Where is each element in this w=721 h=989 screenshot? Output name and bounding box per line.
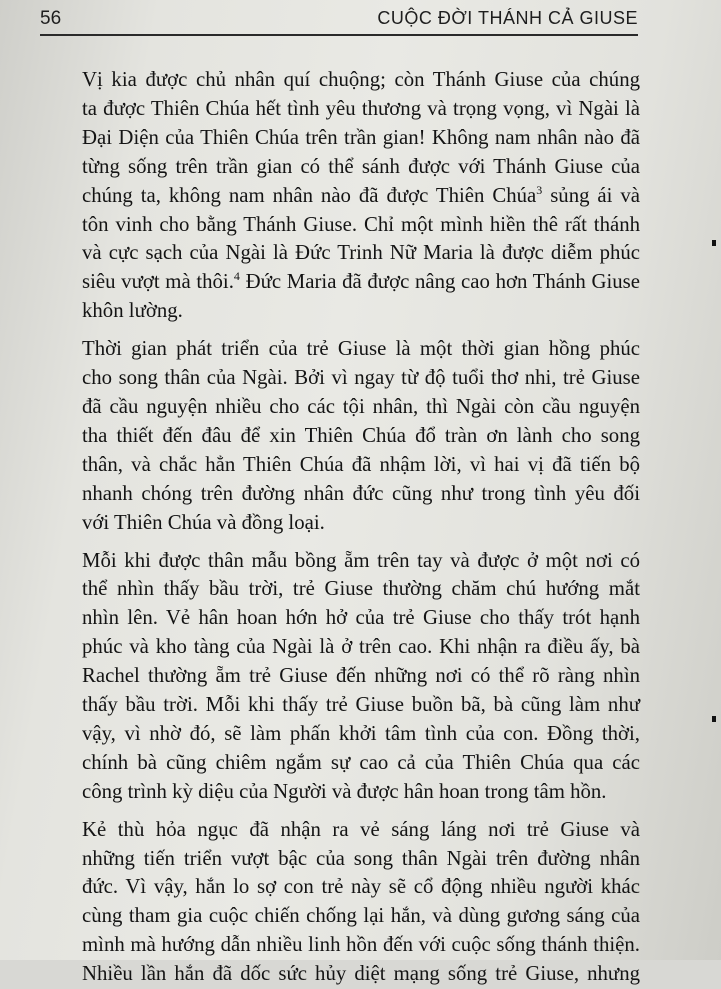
text-segment: Đức Maria đã được nâng cao hơn Thánh Giuse	[239, 270, 640, 294]
footnote-ref-3: 3	[536, 182, 543, 197]
text-line: phúc và kho tàng của Ngài là ở trên cao. Khi nhận ra điều ấy, bà	[82, 635, 640, 659]
text-segment: chúng ta, không nam nhân nào đã được Thiên Chúa	[82, 183, 537, 207]
text-line: từng sống trên trần gian có thể sánh được với Thánh Giuse của	[82, 154, 640, 178]
text-line: ta được Thiên Chúa hết tình yêu thương và trọng vọng, vì Ngài là	[82, 96, 640, 120]
text-line: cho song thân của Ngài. Bởi vì ngay từ độ tuổi thơ nhi, trẻ Giuse	[82, 366, 640, 390]
margin-mark	[712, 240, 716, 246]
text-line: khôn lường.	[82, 299, 183, 323]
text-line: Vị kia được chủ nhân quí chuộng; còn Thánh Giuse của chúng	[82, 68, 640, 91]
text-line: Thời gian phát triển của trẻ Giuse là một thời gian hồng phúc	[82, 337, 640, 361]
paragraph-4	[62, 816, 640, 989]
text-segment: sủng ái và	[542, 183, 640, 207]
text-line: với Thiên Chúa và đồng loại.	[82, 510, 325, 534]
text-line: cùng tham gia cuộc chiến chống lại hắn, và dùng gương sáng của	[82, 904, 640, 928]
text-line: và cực sạch của Ngài là Đức Trinh Nữ Maria là được diễm phúc	[82, 241, 640, 265]
text-line: chính bà cũng chiêm ngắm sự cao cả của Thiên Chúa qua các	[82, 750, 640, 774]
text-line: vậy, vì nhờ đó, sẽ làm phấn khởi tâm tình của con. Đồng thời,	[82, 721, 640, 745]
paragraph-1	[62, 66, 640, 326]
footnote-ref-4: 4	[233, 269, 240, 284]
running-title: CUỘC ĐỜI THÁNH CẢ GIUSE	[377, 8, 638, 28]
text-line: Rachel thường ẵm trẻ Giuse đến những nơi có thể rõ ràng nhìn	[82, 664, 640, 688]
text-line: thấy bầu trời. Mỗi khi thấy trẻ Giuse buồn bã, bà cũng làm như	[82, 693, 640, 717]
text-line: thân, và chắc hẳn Thiên Chúa đã nhậm lời, vì hai vị đã tiến bộ	[82, 452, 640, 476]
body-text	[62, 66, 640, 989]
text-line: Mỗi khi được thân mẫu bồng ẵm trên tay và được ở một nơi có	[82, 548, 640, 572]
text-line: thể nhìn thấy bầu trời, trẻ Giuse thường chăm chú hướng mắt	[82, 577, 640, 601]
text-line: Kẻ thù hỏa ngục đã nhận ra vẻ sáng láng nơi trẻ Giuse và	[82, 817, 640, 841]
text-line	[62, 182, 640, 211]
text-line: đức. Vì vậy, hắn lo sợ con trẻ này sẽ cổ động nhiều người khác	[82, 875, 640, 899]
text-line: công trình kỳ diệu của Người và được hân hoan trong tâm hồn.	[82, 779, 607, 803]
text-line: mình mà hướng dẫn nhiều linh hồn đến với cuộc sống thánh thiện.	[82, 933, 640, 957]
paragraph-3	[62, 547, 640, 807]
text-line: nhìn lên. Vẻ hân hoan hớn hở của trẻ Giuse cho thấy trót hạnh	[82, 606, 640, 630]
text-line: đã cầu nguyện nhiều cho các tội nhân, thì Ngài còn cầu nguyện	[82, 394, 640, 418]
page-number: 56	[40, 8, 62, 29]
text-line: những tiến triển vượt bậc của song thân Ngài trên đường nhân	[82, 846, 640, 870]
page-header	[40, 4, 638, 36]
text-line: nhanh chóng trên đường nhân đức cũng như trong tình yêu đối	[82, 481, 640, 505]
margin-mark	[712, 716, 716, 722]
text-segment: siêu vượt mà thôi.	[82, 270, 234, 294]
text-line	[62, 268, 640, 297]
paragraph-2	[62, 335, 640, 537]
text-line: tôn vinh cho bằng Thánh Giuse. Chỉ một mình hiền thê rất thánh	[82, 212, 640, 236]
text-line: Nhiều lần hắn đã dốc sức hủy diệt mạng sống trẻ Giuse, nhưng	[82, 962, 640, 986]
text-line: tha thiết đến đâu để xin Thiên Chúa đổ tràn ơn lành cho song	[82, 423, 640, 447]
text-line: Đại Diện của Thiên Chúa trên trần gian! Không nam nhân nào đã	[82, 125, 640, 149]
